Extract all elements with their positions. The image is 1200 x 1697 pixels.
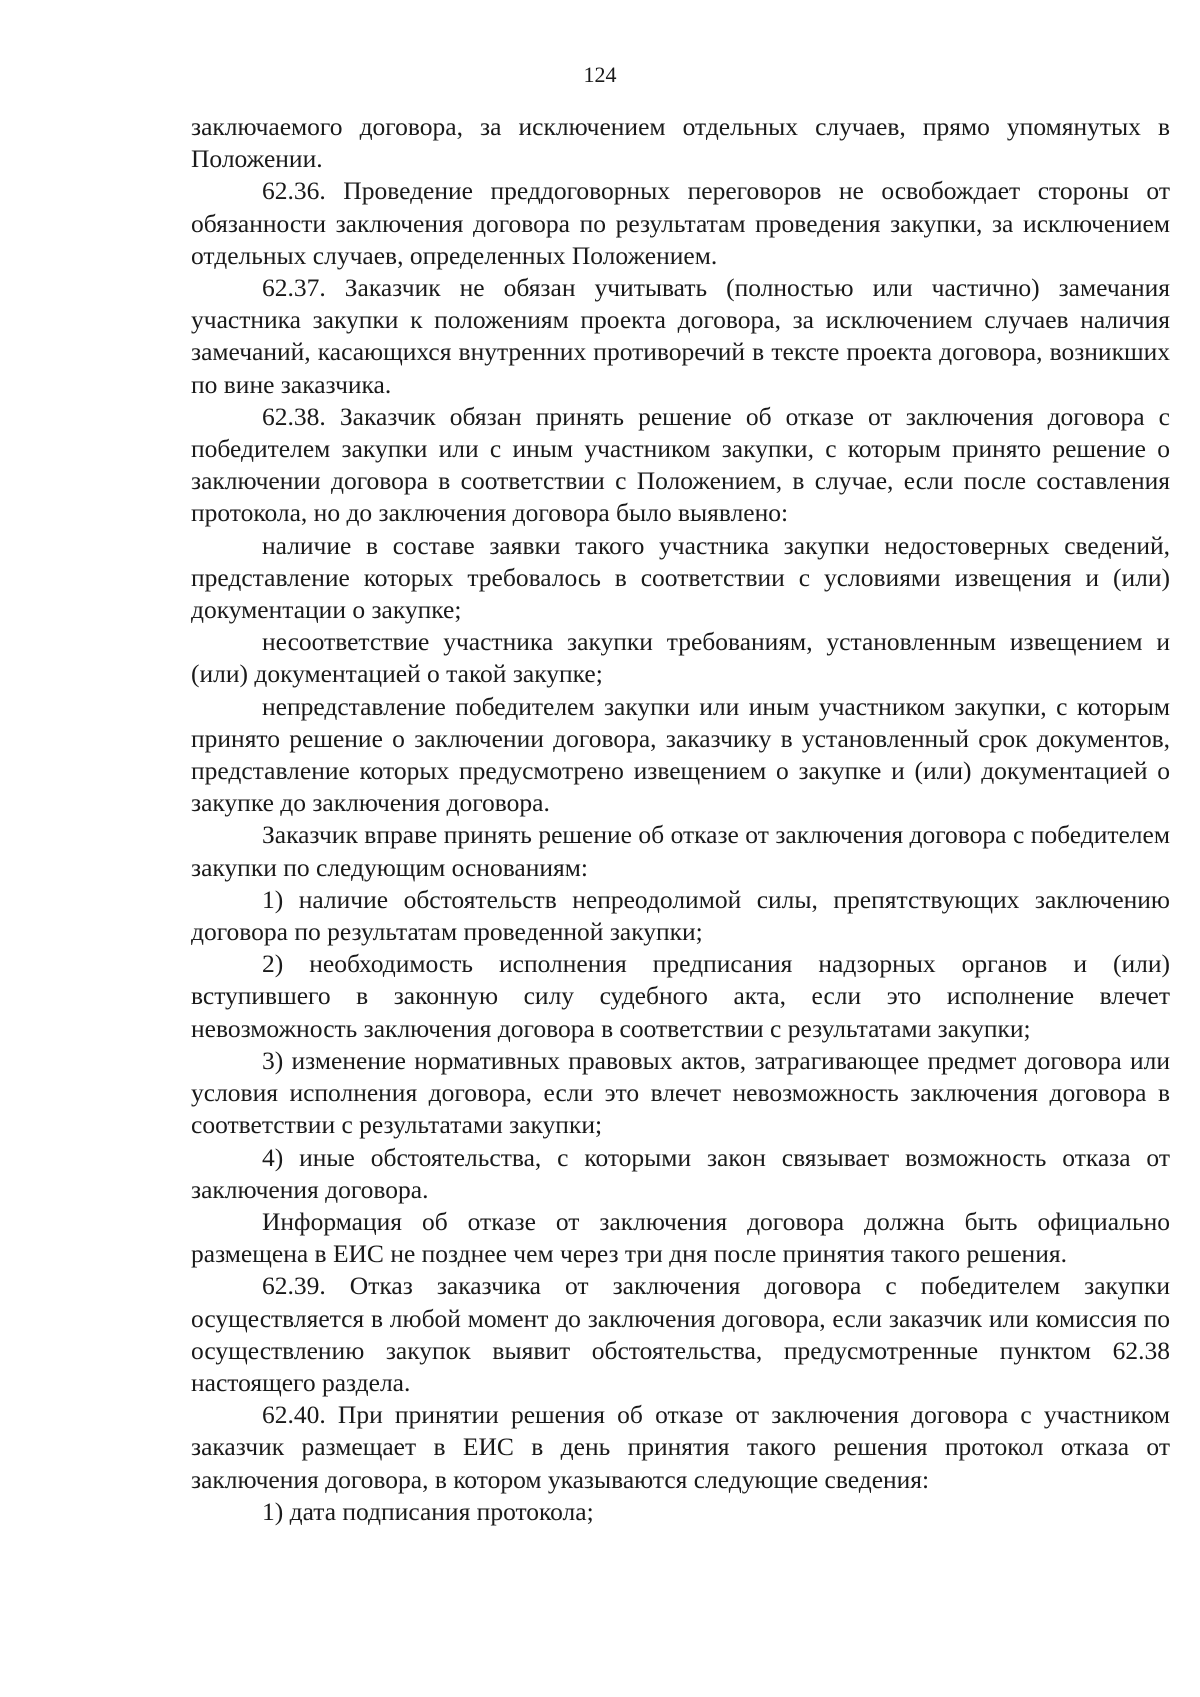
paragraph-text: Заказчик вправе принять решение об отказе от заключения договора с победителем закупки по следующим основаниям: — [191, 820, 1170, 882]
paragraph-item: наличие в составе заявки такого участника закупки недостоверных сведений, представление которых требовалось в соответствии с условиями извещения и (или) документации о закупке; — [191, 530, 1170, 625]
paragraph-text: Информация об отказе от заключения договора должна быть официально размещена в ЕИС не позднее чем через три дня после принятия такого решения. — [191, 1206, 1170, 1269]
paragraph-item: непредставление победителем закупки или иным участником закупки, с которым принято решение о заключении договора, заказчику в установленный срок документов, представление которых предусмотрено извещением о закупке и (или) документацией о закупке до заключения договора. — [191, 691, 1170, 818]
paragraph-62-36: 62.36. Проведение преддоговорных переговоров не освобождает стороны от обязанности заключения договора по результатам проведения закупки, за исключением отдельных случаев, определенных Положением. — [191, 176, 1170, 270]
paragraph-list-item: 1) дата подписания протокола; — [262, 1496, 594, 1526]
paragraph-62-40: 62.40. При принятии решения об отказе от заключения договора с участником заказчик размещает в ЕИС в день принятия такого решения протокол отказа от заключения договора, в котором указываются следующие сведения: — [191, 1400, 1170, 1494]
paragraph-62-37: 62.37. Заказчик не обязан учитывать (полностью или частично) замечания участника закупки к положениям проекта договора, за исключением случаев наличия замечаний, касающихся внутренних противоречий в тексте проекта договора, возникших по вине заказчика. — [191, 273, 1170, 399]
paragraph-list-item: 4) иные обстоятельства, с которыми закон связывает возможность отказа от заключения договора. — [191, 1142, 1170, 1204]
paragraph-62-38: 62.38. Заказчик обязан принять решение об отказе от заключения договора с победителем закупки или с иным участником закупки, с которым принято решение о заключении договора в соответствии с Положением, в случае, если после составления протокола, но до заключения договора было выявлено: — [191, 401, 1170, 528]
paragraph-list-item: 2) необходимость исполнения предписания надзорных органов и (или) вступившего в законную силу судебного акта, если это исполнение влечет невозможность заключения договора в соответствии с результатами закупки; — [191, 949, 1170, 1043]
paragraph-62-39: 62.39. Отказ заказчика от заключения договора с победителем закупки осуществляется в любой момент до заключения договора, если заказчик или комиссия по осуществлению закупок выявит обстоятельства, предусмотренные пунктом 62.38 настоящего раздела. — [191, 1271, 1170, 1397]
paragraph-continuation: заключаемого договора, за исключением отдельных случаев, прямо упомянутых в Положении. — [191, 112, 1170, 174]
document-body — [191, 111, 1170, 1528]
paragraph-list-item: 1) наличие обстоятельств непреодолимой силы, препятствующих заключению договора по результатам проведенной закупки; — [191, 884, 1170, 947]
page-number: 124 — [583, 62, 617, 87]
paragraph-item: несоответствие участника закупки требованиям, установленным извещением и (или) документацией о такой закупке; — [191, 627, 1170, 689]
paragraph-list-item: 3) изменение нормативных правовых актов, затрагивающее предмет договора или условия исполнения договора, если это влечет невозможность заключения договора в соответствии с результатами закупки; — [191, 1045, 1170, 1140]
